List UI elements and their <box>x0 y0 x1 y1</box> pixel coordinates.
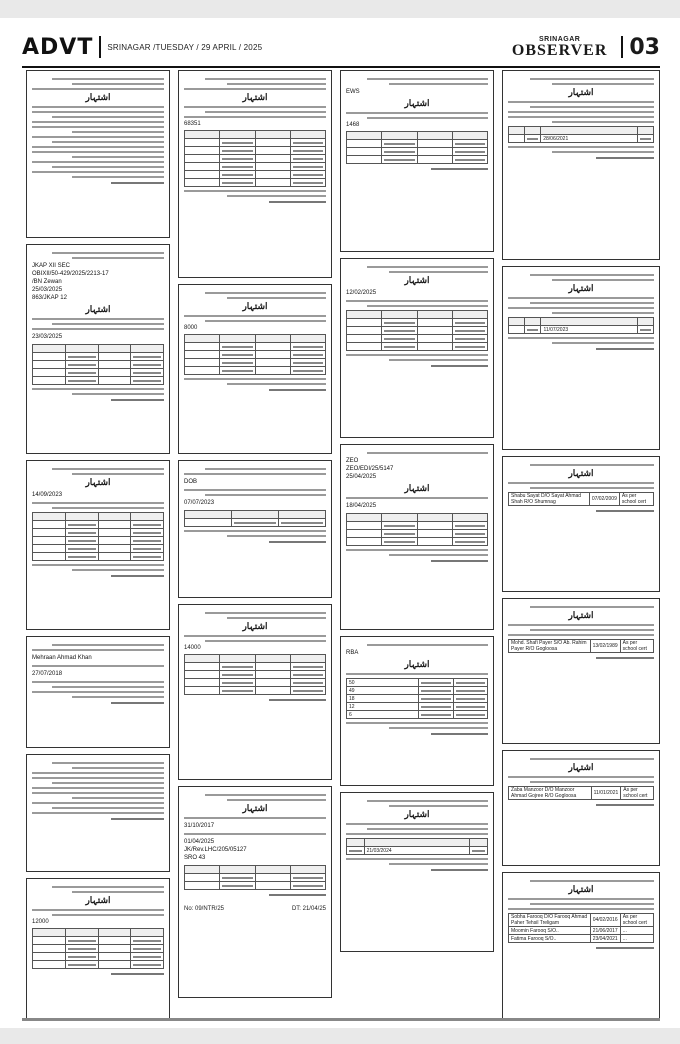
notice-c1-2 <box>26 244 170 454</box>
header-divider <box>99 36 101 58</box>
notice-title: اشتہار <box>85 478 111 488</box>
notice-title: اشتہار <box>404 810 430 820</box>
notice-table <box>184 130 326 187</box>
notice-table <box>346 513 488 546</box>
notice-table <box>184 654 326 695</box>
table-row <box>509 914 654 927</box>
ref-number: ZEO/EDI/25/5147 <box>346 466 394 472</box>
table-row <box>509 927 654 935</box>
column-3 <box>340 70 494 1014</box>
amount-value: 12000 <box>32 919 49 925</box>
applicant-dob: 13/02/1989 <box>590 640 620 653</box>
notice-title: اشتہار <box>85 305 111 315</box>
ref-date-1: 25/04/2025 <box>346 474 377 480</box>
notice-table <box>32 928 164 969</box>
notice-title: اشتہار <box>568 763 594 773</box>
ref-tag: EWS <box>346 89 360 95</box>
notice-table <box>184 510 326 527</box>
column-1 <box>26 70 170 1014</box>
notice-table <box>508 317 654 334</box>
notice-c3-5 <box>340 792 494 952</box>
person-date: 27/07/2018 <box>32 671 63 677</box>
ref-tag: RBA <box>346 650 359 656</box>
table-cell-value: 50 <box>347 679 419 687</box>
applicant-dob: 11/01/2021 <box>591 787 621 800</box>
notice-c3-4 <box>340 636 494 786</box>
applicant-note: As per school cert <box>621 787 654 800</box>
table-cell-date: 21/03/2024 <box>364 847 470 855</box>
notice-title: اشتہار <box>242 804 268 814</box>
logo-top-text: SRINAGAR <box>538 35 581 43</box>
notice-c4-6 <box>502 872 660 1020</box>
applicant-note: As per school cert <box>619 493 653 506</box>
newspaper-logo <box>512 36 607 59</box>
notice-title: اشتہار <box>568 611 594 621</box>
applicant-dob: 23/04/2021 <box>590 935 620 943</box>
notice-c2-2 <box>178 284 332 454</box>
notice-table <box>32 512 164 561</box>
applicant-dob: 07/02/2009 <box>589 493 619 506</box>
column-2 <box>178 70 332 1014</box>
notice-c1-6 <box>26 878 170 1020</box>
notice-c4-3 <box>502 456 660 592</box>
notice-title: اشتہار <box>404 660 430 670</box>
notice-title: اشتہار <box>404 484 430 494</box>
ref-date-2: 01/04/2025 <box>184 839 215 845</box>
page-number: 03 <box>629 34 660 60</box>
footer-rule <box>22 1018 660 1021</box>
column-4 <box>502 70 660 1014</box>
ref-date: 07/07/2023 <box>184 500 215 506</box>
amount-value: 14000 <box>184 645 201 651</box>
top-margin-band <box>0 0 680 18</box>
ref-line-5: 863/JKAP 12 <box>32 295 67 301</box>
notice-footer <box>184 906 326 912</box>
notice-c1-4 <box>26 636 170 748</box>
footer-number: No: 09/NTR/25 <box>184 906 225 912</box>
footer-date: DT: 21/04/25 <box>291 906 326 912</box>
notice-c2-4 <box>178 604 332 780</box>
ref-line-6: 23/03/2025 <box>32 334 63 340</box>
notice-table <box>508 913 654 943</box>
applicant-note: As per school cert <box>620 914 653 927</box>
applicant-name: Moomin Farooq S/O.. <box>509 927 591 935</box>
amount-value: 8000 <box>184 325 198 331</box>
notice-table <box>184 865 326 890</box>
section-label: ADVT <box>22 34 94 60</box>
ref-tag: DOB <box>184 479 198 485</box>
notice-c3-1 <box>340 70 494 252</box>
ref-sro: SRO 43 <box>184 855 206 861</box>
ref-date: 14/09/2023 <box>32 492 63 498</box>
ref-date: 12/02/2025 <box>346 290 377 296</box>
notice-c4-5 <box>502 750 660 866</box>
notice-c4-4 <box>502 598 660 744</box>
notice-title: اشتہار <box>242 622 268 632</box>
person-name: Mehraan Ahmad Khan <box>32 655 92 661</box>
notice-c3-2 <box>340 258 494 438</box>
notice-c1-5 <box>26 754 170 872</box>
applicant-name: Zaba Manzoor D/O Manzoor Ahmad Gojree R/O Gogloosa <box>509 787 592 800</box>
header-divider-right <box>621 36 623 58</box>
header-left <box>22 30 262 64</box>
notice-title: اشتہار <box>404 276 430 286</box>
notice-table <box>184 334 326 375</box>
notice-c2-5 <box>178 786 332 998</box>
header-rule <box>22 66 660 68</box>
ref-line-1: JKAP XII SEC <box>32 263 70 269</box>
notice-title: اشتہار <box>568 469 594 479</box>
logo-main-text: OBSERVER <box>511 41 608 59</box>
applicant-name: Sobha Farooq D/O Farooq Ahmad Paher Tehsil Treligam <box>509 914 591 927</box>
table-cell-value: 12 <box>347 703 419 711</box>
notice-title: اشتہار <box>85 896 111 906</box>
applicant-dob: 04/02/2016 <box>590 914 620 927</box>
notice-table <box>346 310 488 351</box>
notice-title: اشتہار <box>242 93 268 103</box>
bottom-margin-band <box>0 1028 680 1044</box>
notice-title: اشتہار <box>568 885 594 895</box>
notice-title: اشتہار <box>568 88 594 98</box>
applicant-name: Shabu Sayat D/O Sayat Ahmad Shah R/O Shumnag <box>509 493 590 506</box>
table-cell-value: 18 <box>347 695 419 703</box>
notice-table <box>508 126 654 143</box>
notice-table <box>508 639 654 653</box>
notice-c2-1 <box>178 70 332 278</box>
notice-table <box>346 838 488 855</box>
table-cell-value: 6 <box>347 711 419 719</box>
notice-c1-3 <box>26 460 170 630</box>
notice-title: اشتہار <box>85 93 111 103</box>
notice-table <box>508 492 654 506</box>
notice-table <box>32 344 164 385</box>
applicant-name: Fatima Farooq S/O.. <box>509 935 591 943</box>
table-row <box>509 935 654 943</box>
applicant-name: Mohd. Shafi Payer S/O Ab. Rahim Payer R/O Gogloosa <box>509 640 591 653</box>
applicant-dob: 21/06/2017 <box>590 927 620 935</box>
table-cell-date: 11/07/2023 <box>541 326 637 334</box>
notice-table <box>508 786 654 800</box>
header-right <box>512 30 660 64</box>
notice-title: اشتہار <box>404 99 430 109</box>
notice-c1-1 <box>26 70 170 238</box>
dateline: SRINAGAR /TUESDAY / 29 APRIL / 2025 <box>107 42 263 52</box>
ref-case: JK/Rev.LHC/205/05127 <box>184 847 247 853</box>
ref-date-2: 18/04/2025 <box>346 503 377 509</box>
table-cell-value: 49 <box>347 687 419 695</box>
notice-title: اشتہار <box>568 284 594 294</box>
ref-line-4: 25/03/2025 <box>32 287 63 293</box>
table-cell-date: 28/06/2021 <box>541 135 638 143</box>
applicant-note: ... <box>620 935 653 943</box>
notice-table <box>346 678 488 719</box>
notice-c2-3 <box>178 460 332 598</box>
applicant-note: As per school cert <box>620 640 653 653</box>
ref-line-2: OBIXII/50-429/2025/2213-17 <box>32 271 109 277</box>
notice-c4-2 <box>502 266 660 450</box>
amount-value: 68351 <box>184 121 201 127</box>
notice-title: اشتہار <box>242 302 268 312</box>
ref-tag: ZEO <box>346 458 359 464</box>
page-header <box>22 30 660 64</box>
notice-c4-1 <box>502 70 660 260</box>
notice-c3-3 <box>340 444 494 630</box>
notice-table <box>346 131 488 164</box>
ref-date-1: 31/10/2017 <box>184 823 215 829</box>
ref-line-3: /BN Zewan <box>32 279 62 285</box>
amount-value: 1468 <box>346 122 360 128</box>
applicant-note: ... <box>620 927 653 935</box>
